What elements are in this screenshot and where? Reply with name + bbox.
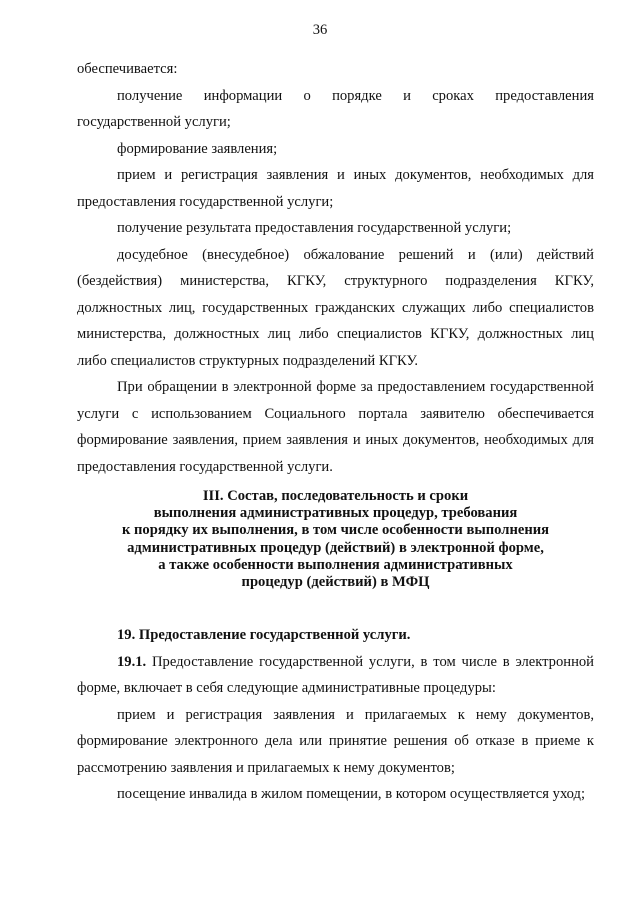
paragraph: прием и регистрация заявления и прилагаемых к нему документов, формирование электронного дела или принятие решения об отказе в приеме к рассмотрению заявления и прилагаемых к нему документов; — [77, 706, 594, 776]
heading-line: III. Состав, последовательность и сроки — [202, 488, 469, 504]
paragraph: получение информации о порядке и сроках предоставления государственной услуги; — [77, 87, 594, 130]
body-bottom — [77, 622, 594, 808]
paragraph: получение результата предоставления государственной услуги; — [117, 220, 512, 236]
heading-line: процедур (действий) в МФЦ — [241, 574, 430, 591]
paragraph: формирование заявления; — [117, 140, 278, 157]
paragraph: посещение инвалида в жилом помещении, в котором осуществляется уход; — [117, 786, 586, 802]
heading-line: а также особенности выполнения административных — [158, 556, 513, 573]
clause-number: 19.1. — [117, 653, 147, 670]
clause-text: Предоставление государственной услуги, в том числе в электронной форме, включает в себя следующие административные процедуры: — [77, 653, 594, 696]
body-top — [77, 56, 594, 480]
paragraph: досудебное (внесудебное) обжалование решений и (или) действий (бездействия) министерства, КГКУ, структурного подразделения КГКУ, должностных лиц, государственных гражданских служащих либо специалистов министерства, должностных лиц либо специалистов КГКУ, должностных лиц либо специалистов структурных подразделений КГКУ. — [77, 246, 594, 369]
subsection-title: 19. Предоставление государственной услуги. — [117, 627, 411, 643]
paragraph — [77, 649, 594, 702]
section-heading — [77, 488, 594, 591]
paragraph: При обращении в электронной форме за предоставлением государственной услуги с использованием Социального портала заявителю обеспечивается формирование заявления, прием заявления и иных документов, необходимых для предоставления государственной услуги. — [77, 379, 594, 475]
heading-line: административных процедур (действий) в электронной форме, — [127, 539, 544, 556]
page-number: 36 — [312, 22, 328, 38]
heading-line: выполнения административных процедур, требования — [153, 505, 518, 522]
paragraph: обеспечивается: — [77, 61, 178, 77]
paragraph: прием и регистрация заявления и иных документов, необходимых для предоставления государственной услуги; — [77, 167, 594, 210]
heading-line: к порядку их выполнения, в том числе особенности выполнения — [121, 522, 550, 539]
